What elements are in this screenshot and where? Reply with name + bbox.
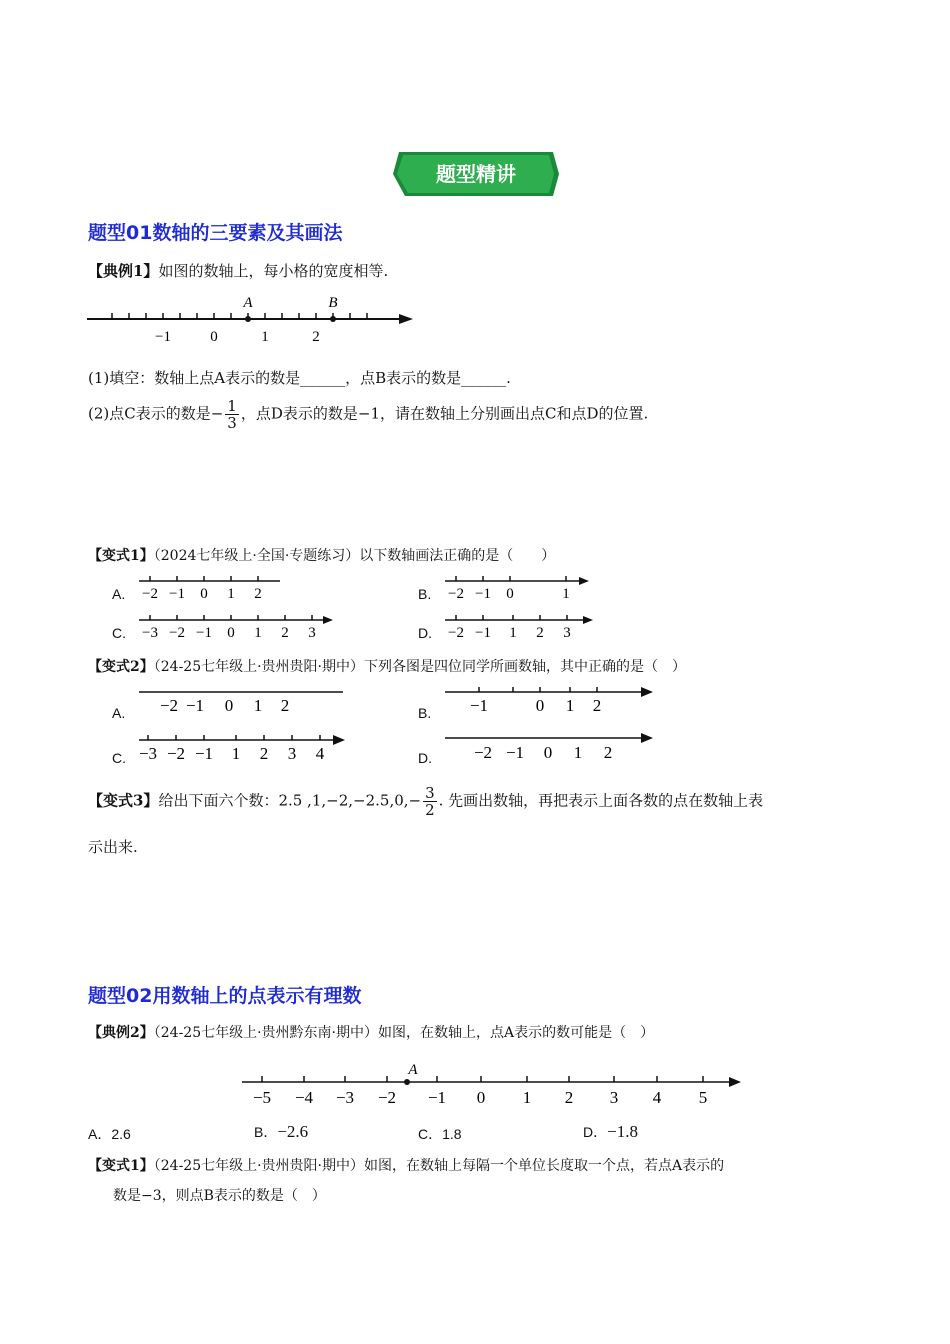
- variant-2-option-a-axis[interactable]: [137, 685, 347, 717]
- axis-label: 1: [261, 329, 269, 345]
- example-2-option-b[interactable]: [254, 1122, 308, 1142]
- example-2-tag: 【典例2】: [88, 1025, 154, 1041]
- section-2-title: 题型02用数轴上的点表示有理数: [88, 985, 362, 1007]
- tick-label: −2: [159, 696, 179, 715]
- tick-label: 0: [543, 743, 553, 762]
- axis-label: 1: [522, 1088, 532, 1107]
- tick-label: 2: [536, 625, 544, 641]
- s2-variant-1-question: [88, 1155, 724, 1175]
- variant-2-tag: 【变式2】: [88, 659, 154, 675]
- axis-label: −2: [377, 1088, 397, 1107]
- tick-label: −2: [169, 625, 185, 641]
- tick-label: 3: [563, 625, 571, 641]
- tick-label: 1: [253, 696, 263, 715]
- option-value: −2.6: [277, 1122, 309, 1141]
- example-1-number-line: [85, 288, 420, 346]
- axis-label: 4: [652, 1088, 662, 1107]
- s2-variant-1-line2: 数是−3，则点B表示的数是（ ）: [113, 1188, 326, 1204]
- tick-label: −1: [505, 743, 525, 762]
- point-a-label: A: [243, 295, 253, 311]
- tick-label: 3: [308, 625, 316, 641]
- fraction-numerator: 3: [425, 784, 435, 802]
- tick-label: −1: [185, 696, 205, 715]
- q2-post: ，点D表示的数是−1，请在数轴上分别画出点C和点D的位置.: [240, 404, 649, 423]
- tick-label: 0: [535, 696, 545, 715]
- tick-label: 2: [281, 625, 289, 641]
- tick-label: 0: [200, 586, 208, 602]
- tick-label: −1: [469, 696, 489, 715]
- tick-label: 4: [315, 744, 325, 763]
- option-value: 2.6: [111, 1126, 131, 1142]
- variant-2-option-b-letter: B.: [418, 705, 432, 721]
- variant-3-text-post: . 先画出数轴，再把表示上面各数的点在数轴上表: [438, 791, 764, 810]
- option-letter: C．: [418, 1126, 443, 1142]
- variant-1-option-d-axis[interactable]: [443, 612, 598, 644]
- tick-label: −2: [448, 625, 464, 641]
- variant-1-option-c-letter: C.: [112, 625, 126, 641]
- tick-label: −3: [138, 744, 158, 763]
- point-a-dot: [404, 1079, 410, 1085]
- axis-label: 5: [698, 1088, 708, 1107]
- axis-label: −5: [252, 1088, 272, 1107]
- tick-label: −2: [166, 744, 186, 763]
- tick-label: −2: [473, 743, 493, 762]
- tick-label: 1: [227, 586, 235, 602]
- q2-pre: (2)点C表示的数是−: [88, 404, 224, 423]
- tick-label: 2: [603, 743, 613, 762]
- option-letter: D．: [583, 1124, 608, 1140]
- example-1-text: 如图的数轴上，每小格的宽度相等.: [158, 262, 389, 280]
- s2-variant-1-tag: 【变式1】: [88, 1158, 154, 1174]
- variant-3-fraction: [423, 785, 437, 818]
- tick-label: 1: [565, 696, 575, 715]
- tick-label: 2: [254, 586, 262, 602]
- variant-1-option-c-axis[interactable]: [137, 612, 337, 644]
- tick-label: −1: [196, 625, 212, 641]
- example-1-q1: (1)填空：数轴上点A表示的数是______，点B表示的数是______.: [88, 369, 511, 387]
- variant-2-option-c-letter: C.: [112, 750, 126, 766]
- tick-label: 1: [562, 586, 570, 602]
- example-2-option-a[interactable]: [88, 1124, 131, 1144]
- variant-2-question: [88, 656, 686, 676]
- example-1-q2: [88, 398, 648, 431]
- tick-label: 0: [227, 625, 235, 641]
- tick-label: 1: [231, 744, 241, 763]
- s2-variant-1-text: （24-25七年级上·贵州贵阳·期中）如图，在数轴上每隔一个单位长度取一个点，若点A表示的: [153, 1158, 725, 1174]
- fraction-numerator: 1: [227, 397, 237, 415]
- variant-1-question: [88, 545, 555, 565]
- option-value: −1.8: [607, 1122, 638, 1141]
- example-2-option-d[interactable]: [583, 1122, 638, 1142]
- axis-label: 2: [312, 329, 320, 345]
- tick-label: 0: [506, 586, 514, 602]
- variant-1-tag: 【变式1】: [88, 548, 154, 564]
- variant-2-text: （24-25七年级上·贵州贵阳·期中）下列各图是四位同学所画数轴，其中正确的是（ ）: [153, 659, 687, 675]
- variant-3-line2: 示出来.: [88, 838, 138, 856]
- tick-label: 2: [259, 744, 269, 763]
- variant-1-option-b-letter: B.: [418, 586, 432, 602]
- tick-label: −1: [194, 744, 214, 763]
- section-1-title: 题型01数轴的三要素及其画法: [88, 222, 343, 244]
- variant-1-text: （2024七年级上·全国·专题练习）以下数轴画法正确的是（ ）: [153, 548, 556, 564]
- tick-label: −3: [142, 625, 158, 641]
- tick-label: 2: [592, 696, 602, 715]
- example-2-text: （24-25七年级上·贵州黔东南·期中）如图，在数轴上，点A表示的数可能是（ ）: [153, 1025, 655, 1041]
- point-b-label: B: [328, 295, 338, 311]
- example-1-question: [88, 260, 388, 281]
- tick-label: 3: [287, 744, 297, 763]
- axis-label: −3: [335, 1088, 355, 1107]
- example-1-tag: 【典例1】: [88, 262, 159, 280]
- tick-label: −1: [475, 625, 491, 641]
- axis-label: 3: [609, 1088, 619, 1107]
- variant-2-option-c-axis[interactable]: [137, 733, 352, 765]
- variant-3-tag: 【变式3】: [88, 791, 159, 810]
- point-a-label: A: [408, 1062, 418, 1078]
- option-value: 1.8: [442, 1126, 462, 1142]
- axis-label: −1: [427, 1088, 447, 1107]
- axis-label: 0: [210, 329, 218, 345]
- variant-2-option-b-axis[interactable]: [443, 685, 658, 717]
- fraction-denominator: 3: [227, 414, 237, 432]
- fraction-denominator: 2: [425, 801, 435, 819]
- tick-label: 2: [280, 696, 290, 715]
- tick-label: 0: [224, 696, 234, 715]
- q2-fraction: [225, 398, 239, 431]
- tick-label: 1: [573, 743, 583, 762]
- axis-label: 0: [476, 1088, 486, 1107]
- variant-1-option-b-axis[interactable]: [443, 573, 593, 605]
- tick-label: −2: [448, 586, 464, 602]
- variant-2-option-d-axis[interactable]: [443, 730, 658, 764]
- example-2-option-c[interactable]: [418, 1124, 462, 1144]
- section-banner: [393, 150, 559, 198]
- example-2-number-line: [240, 1056, 745, 1108]
- variant-1-option-d-letter: D.: [418, 625, 432, 641]
- example-2-question: [88, 1022, 654, 1042]
- variant-1-option-a-letter: A.: [112, 586, 126, 602]
- axis-label: −4: [294, 1088, 314, 1107]
- tick-label: −1: [169, 586, 185, 602]
- variant-2-option-a-letter: A.: [112, 705, 126, 721]
- banner-title: 题型精讲: [436, 162, 516, 186]
- tick-label: −1: [475, 586, 491, 602]
- tick-label: −2: [142, 586, 158, 602]
- tick-label: 1: [509, 625, 517, 641]
- variant-3-text-pre: 给出下面六个数：2.5 ,1,−2,−2.5,0,−: [158, 791, 422, 810]
- option-letter: B．: [254, 1124, 278, 1140]
- variant-1-option-a-axis[interactable]: [137, 573, 287, 605]
- tick-label: 1: [254, 625, 262, 641]
- option-letter: A．: [88, 1126, 112, 1142]
- point-a-dot: [245, 316, 251, 322]
- axis-label: −1: [155, 329, 171, 345]
- point-b-dot: [330, 316, 336, 322]
- variant-2-option-d-letter: D.: [418, 750, 432, 766]
- axis-label: 2: [564, 1088, 574, 1107]
- variant-3-question: [88, 785, 763, 818]
